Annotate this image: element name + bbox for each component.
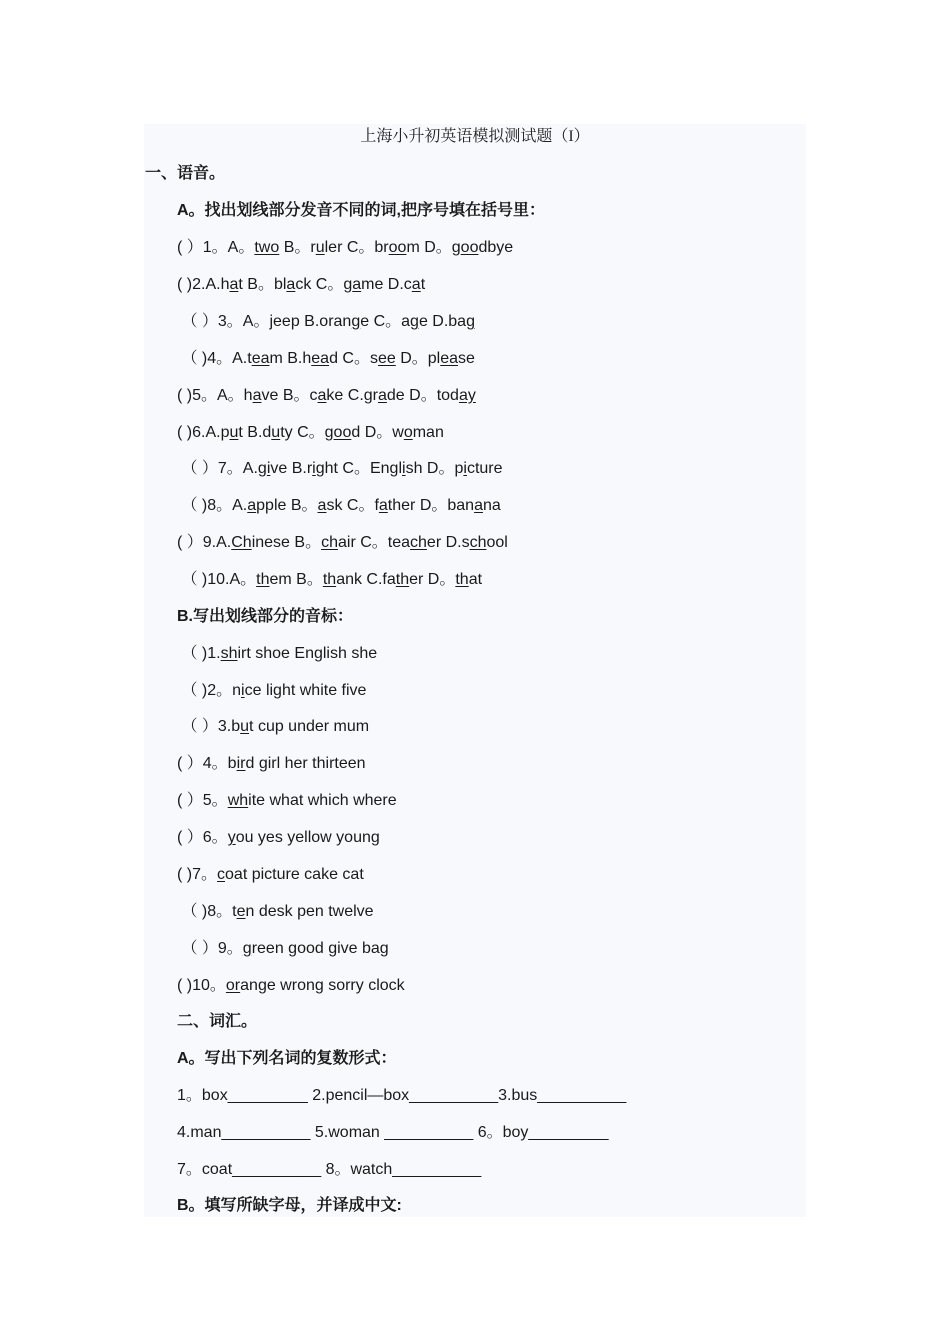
underlined-letters: a [317,497,327,514]
underlined-letters: ir [236,755,246,772]
underlined-letters: i [402,460,406,477]
item-text: ve B。c [261,387,318,404]
item-text: m B.h [269,350,312,367]
underlined-letters: ea [440,350,459,367]
underlined-letters: u [229,424,239,441]
item-text: er D.s [426,534,470,551]
underlined-letters: i [463,460,467,477]
vocab-b-heading: B。填写所缺字母，并译成中文: [177,1197,402,1214]
item-text: ( )6.A.p [177,424,230,441]
question-item [177,348,475,370]
underlined-letters: y [227,829,236,846]
vocab-a-heading: A。写出下列名词的复数形式： [177,1050,397,1067]
item-text: sh D。p [405,460,464,477]
underlined-letters: i [312,460,316,477]
section-1-heading: 一、语音。 [145,165,226,182]
item-text: （ )4。A.t [177,350,252,367]
item-text: ( )2.A.h [177,276,230,293]
underlined-letters: ch [410,534,427,551]
underlined-letters: a [352,276,362,293]
underlined-letters: ea [311,350,330,367]
underlined-letters: th [395,571,410,588]
underlined-letters: a [378,497,388,514]
underlined-letters: a [229,276,239,293]
item-text: me D.c [361,276,412,293]
item-text: e D.ba [418,313,467,330]
question-item [177,901,374,923]
vocab-a-line: 1。box_________ 2.pencil—box__________3.bus__________ [177,1087,627,1104]
underlined-letters: a [252,387,262,404]
item-text: ve B.r [270,460,313,477]
item-text: de D。tod [386,387,459,404]
item-text: ( )5。A。h [177,387,253,404]
underlined-letters: th [455,571,469,588]
underlined-letters: j [269,313,274,330]
item-text: ( ）4。b [177,755,237,772]
underlined-letters: ea [251,350,270,367]
item-text: man [412,424,444,441]
item-text: oat picture cake cat [225,866,364,883]
question-item [177,237,513,259]
question-item [177,864,364,886]
item-text: dbye [478,239,514,256]
underlined-letters: o [403,424,413,441]
question-item [177,385,476,407]
item-text: at [468,571,483,588]
underlined-letters: u [271,424,281,441]
item-text: sk C。f [326,497,379,514]
item-text: ke C.gr [326,387,378,404]
part-b-heading: B.写出划线部分的音标： [177,608,354,625]
underlined-letters: ay [458,387,476,404]
item-text: d D。w [351,424,404,441]
item-text: （ )8。A. [177,497,248,514]
question-item [177,422,444,444]
item-text: t [420,276,426,293]
item-text: cture [466,460,503,477]
underlined-letters: a [474,497,483,514]
item-text: ( )7。 [177,866,218,883]
item-text: t cup under mum [249,718,370,735]
item-text: （ )10.A。 [177,571,257,588]
underlined-letters: a [378,387,387,404]
part-a-heading: A。找出划线部分发音不同的词,把序号填在括号里： [177,202,546,219]
question-item [177,532,508,554]
vocab-a-line: 4.man__________ 5.woman __________ 6。boy_________ [177,1124,609,1141]
underlined-letters: g [466,313,475,330]
item-text: ( )10。 [177,977,226,994]
item-text: （ )1. [177,645,221,662]
item-text: ler C。br [324,239,389,256]
section-2-heading: 二、词汇。 [177,1013,258,1030]
item-text: ght C。Engl [315,460,403,477]
page-title: 上海小升初英语模拟测试题（I） [360,128,590,145]
question-item [177,495,501,517]
item-text: ou yes yellow young [235,829,380,846]
question-item [177,938,389,960]
question-item [177,975,405,997]
question-item [177,274,425,296]
item-text: ty C。g [280,424,334,441]
item-text: ite what which where [248,792,397,809]
underlined-letters: u [240,718,250,735]
underlined-letters: a [286,276,296,293]
underlined-letters: g [410,313,419,330]
question-item [177,458,503,480]
underlined-letters: ch [469,534,487,551]
question-item [177,680,366,702]
item-text: ( ）5。 [177,792,228,809]
underlined-letters: ee [377,350,396,367]
underlined-letters: a [317,387,327,404]
item-text: （ ）3。A。 [177,313,270,330]
item-text: pple B。 [256,497,318,514]
item-text: ank C.fa [336,571,396,588]
item-text: t B.d [238,424,272,441]
item-text: ange wrong sorry clock [240,977,405,994]
item-text: （ ）9。 [177,940,243,957]
underlined-letters: g [242,940,252,957]
question-item [177,569,482,591]
item-text: air C。tea [337,534,411,551]
item-text: inese B。 [251,534,322,551]
underlined-letters: th [256,571,270,588]
underlined-letters: i [266,460,271,477]
item-text: ool [486,534,508,551]
item-text: （ )8。t [177,903,237,920]
underlined-letters: two [254,239,280,256]
underlined-letters: oo [460,239,479,256]
underlined-letters: sh [220,645,238,662]
question-item [177,753,366,775]
item-text: （ ）7。A.g [177,460,267,477]
underlined-letters: ch [321,534,338,551]
underlined-letters: oo [333,424,352,441]
underlined-letters: wh [227,792,249,809]
underlined-letters: e [236,903,246,920]
item-text: ck C。g [295,276,353,293]
item-text: t B。bl [238,276,287,293]
underlined-letters: oo [388,239,407,256]
item-text: se [458,350,475,367]
item-text: ( ）1。A。 [177,239,255,256]
question-item [177,827,380,849]
item-text: e C。a [360,313,411,330]
underlined-letters: g [351,313,361,330]
item-text: ther D。ban [387,497,475,514]
item-text: d girl her thirteen [245,755,366,772]
item-text: eep B.oran [273,313,352,330]
question-item [177,790,397,812]
item-text: m D。g [406,239,461,256]
underlined-letters: a [411,276,421,293]
underlined-letters: Ch [231,534,252,551]
underlined-letters: i [241,682,245,699]
item-text: na [482,497,501,514]
underlined-letters: a [247,497,257,514]
item-text: d C。s [329,350,378,367]
underlined-letters: c [217,866,226,883]
question-item [177,311,475,333]
item-text: reen good give bag [251,940,389,957]
item-text: n desk pen twelve [245,903,374,920]
item-text: ( ）9.A. [177,534,232,551]
item-text: B。r [279,239,316,256]
item-text: （ )2。n [177,682,242,699]
underlined-letters: or [225,977,241,994]
item-text: D。pl [395,350,441,367]
question-item [177,716,369,738]
vocab-a-line: 7。coat__________ 8。watch__________ [177,1161,482,1178]
item-text: er D。 [409,571,456,588]
question-item [177,643,377,665]
item-text: （ ）3.b [177,718,241,735]
item-text: ce light white five [244,682,367,699]
item-text: em B。 [269,571,323,588]
item-text: ( ）6。 [177,829,228,846]
item-text: irt shoe English she [237,645,378,662]
underlined-letters: u [315,239,325,256]
underlined-letters: th [322,571,337,588]
